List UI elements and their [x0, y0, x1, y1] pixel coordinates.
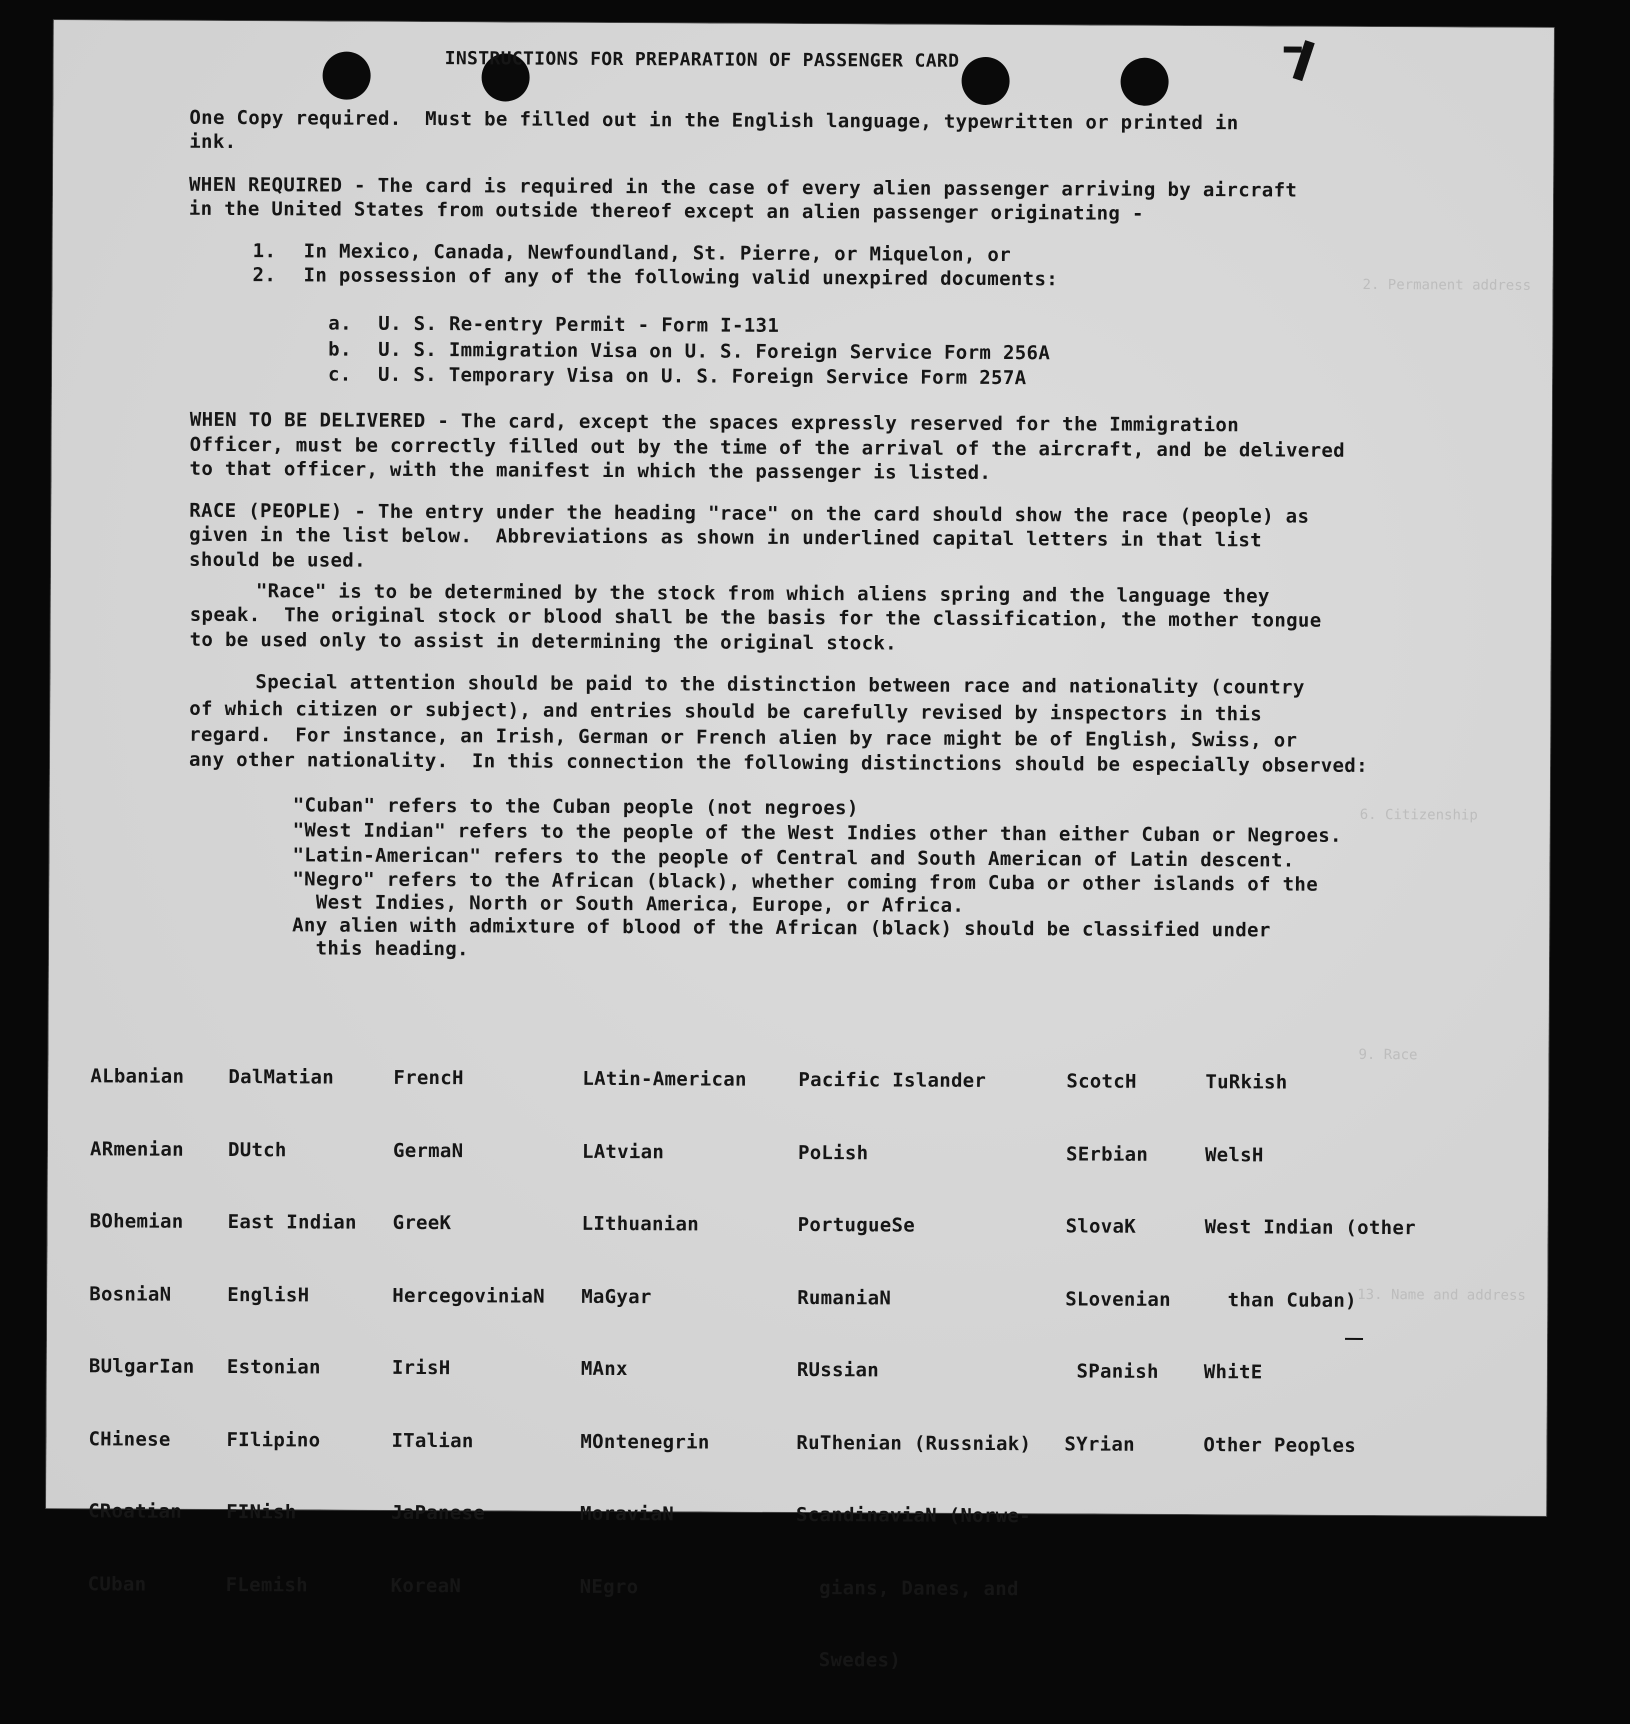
- bleed-through-text: 2. Permanent address: [1362, 276, 1532, 294]
- distinction-line: "Latin-American" refers to the people of Central and South American of Latin descent.: [292, 844, 1295, 872]
- dash-mark: [1345, 1338, 1363, 1340]
- race-item: FrencH: [393, 1066, 464, 1090]
- page-title: INSTRUCTIONS FOR PREPARATION OF PASSENGER CARD: [444, 48, 960, 72]
- race-determined-line: "Race" is to be determined by the stock from which aliens spring and the language they: [255, 580, 1270, 608]
- document-item-letter: a.: [328, 312, 352, 335]
- race-item: than Cuban): [1204, 1288, 1357, 1312]
- when-delivered-line: to that officer, with the manifest in which the passenger is listed.: [189, 457, 992, 484]
- race-item: SPanish: [1064, 1360, 1159, 1383]
- race-item: PortugueSe: [797, 1213, 916, 1237]
- race-item: GreeK: [392, 1211, 452, 1235]
- race-column: [795, 1020, 1033, 1722]
- race-item: MOntenegrin: [580, 1430, 710, 1454]
- document-item-letter: b.: [328, 338, 352, 361]
- distinction-line: "Cuban" refers to the Cuban people (not negroes): [292, 794, 859, 820]
- race-item: MoraviaN: [580, 1502, 675, 1526]
- race-item: RUssian: [796, 1358, 880, 1382]
- race-item: TuRkish: [1205, 1071, 1288, 1094]
- race-column: [225, 1017, 357, 1646]
- document-page: [46, 20, 1554, 1672]
- document-item-letter: c.: [327, 363, 352, 386]
- race-item: BosniaN: [89, 1282, 172, 1306]
- race-item: Other Peoples: [1203, 1433, 1357, 1457]
- punch-hole: [322, 51, 370, 99]
- punch-hole: [1120, 58, 1168, 106]
- race-item: WelsH: [1204, 1143, 1264, 1166]
- race-determined-line: to be used only to assist in determining the original stock.: [189, 628, 898, 655]
- race-column: [390, 1018, 546, 1647]
- numbered-item-text: In possession of any of the following valid unexpired documents:: [303, 264, 1059, 291]
- race-item: CRoatian: [88, 1500, 183, 1523]
- race-item: HercegoviniaN: [392, 1284, 545, 1308]
- race-people-line: given in the list below. Abbreviations as shown in underlined capital letters in that list: [189, 523, 1263, 552]
- distinction-line: West Indies, North or South America, Europe, or Africa.: [292, 891, 965, 917]
- special-attention-line: of which citizen or subject), and entries should be carefully revised by inspectors in this: [189, 697, 1263, 726]
- race-item: LAtin-American: [582, 1067, 747, 1091]
- document-item-text: U. S. Re-entry Permit - Form I-131: [378, 312, 780, 337]
- race-item: RumaniaN: [797, 1286, 892, 1309]
- race-item: MAnx: [580, 1357, 628, 1381]
- race-people-line: RACE (PEOPLE) - The entry under the heading "race" on the card should show the race (people) as: [189, 499, 1310, 528]
- race-item: SlovaK: [1065, 1215, 1137, 1238]
- numbered-item-number: 1.: [252, 240, 277, 263]
- race-item: FIlipino: [226, 1428, 321, 1451]
- race-item: ScotcH: [1066, 1070, 1137, 1093]
- race-item: ALbanian: [90, 1065, 185, 1088]
- when-delivered-line: Officer, must be correctly filled out by the time of the arrival of the aircraft, and be delivered: [189, 433, 1346, 462]
- race-item: Swedes): [795, 1648, 902, 1672]
- race-item: Estonian: [226, 1356, 321, 1379]
- numbered-item-text: In Mexico, Canada, Newfoundland, St. Pierre, or Miquelon, or: [303, 240, 1012, 267]
- document-item-text: U. S. Temporary Visa on U. S. Foreign Service Form 257A: [377, 363, 1027, 390]
- numbered-item-number: 2.: [252, 264, 277, 287]
- race-determined-line: speak. The original stock or blood shall be the basis for the classification, the mother tongue: [189, 603, 1322, 632]
- distinction-line: this heading.: [291, 937, 469, 961]
- bleed-through-text: 9. Race: [1358, 1046, 1418, 1064]
- special-attention-line: Special attention should be paid to the distinction between race and nationality (country: [255, 671, 1305, 699]
- distinction-line: "Negro" refers to the African (black), whether coming from Cuba or other islands of the: [292, 868, 1319, 896]
- ink-mark: [1284, 47, 1302, 53]
- race-item: ITalian: [391, 1429, 474, 1452]
- race-item: LAtvian: [581, 1140, 665, 1163]
- race-item: ARmenian: [89, 1137, 184, 1161]
- race-item: BOhemian: [89, 1210, 184, 1233]
- race-item: IrisH: [391, 1356, 451, 1380]
- race-item: MaGyar: [581, 1285, 652, 1308]
- race-item: gians, Danes, and: [795, 1576, 1019, 1600]
- race-item: DalMatian: [228, 1066, 335, 1089]
- when-required-line: WHEN REQUIRED - The card is required in the case of every alien passenger arriving by aircraft: [188, 173, 1298, 202]
- race-item: EnglisH: [227, 1283, 310, 1306]
- distinction-line: "West Indian" refers to the people of the West Indies other than either Cuban or Negroes.: [292, 819, 1342, 847]
- race-item: RuThenian (Russniak): [796, 1431, 1032, 1455]
- intro-line: ink.: [189, 130, 237, 154]
- when-required-line: in the United States from outside thereof except an alien passenger originating -: [188, 197, 1144, 225]
- race-item: JaPanese: [391, 1501, 486, 1525]
- race-column: [1064, 1021, 1172, 1505]
- race-item: LIthuanian: [581, 1212, 700, 1236]
- race-item: Pacific Islander: [798, 1068, 987, 1092]
- race-item: KoreaN: [390, 1574, 462, 1597]
- race-item: SErbian: [1065, 1142, 1149, 1166]
- race-item: SYrian: [1064, 1432, 1135, 1456]
- race-item: SLovenian: [1065, 1287, 1171, 1311]
- distinction-line: Any alien with admixture of blood of the African (black) should be classified under: [292, 914, 1271, 942]
- special-attention-line: regard. For instance, an Irish, German or French alien by race might be of English, Swiss, or: [189, 723, 1298, 752]
- race-people-line: should be used.: [189, 548, 366, 572]
- race-item: East Indian: [227, 1211, 357, 1234]
- bleed-through-text: 13. Name and address: [1357, 1286, 1526, 1304]
- race-item: PoLish: [797, 1141, 869, 1164]
- document-item-text: U. S. Immigration Visa on U. S. Foreign Service Form 256A: [378, 338, 1051, 365]
- when-delivered-line: WHEN TO BE DELIVERED - The card, except the spaces expressly reserved for the Immigration: [189, 408, 1240, 437]
- intro-line: One Copy required. Must be filled out in the English language, typewritten or printed in: [189, 106, 1239, 135]
- race-column: [579, 1019, 747, 1648]
- race-item: CUban: [87, 1572, 147, 1596]
- race-item: NEgro: [579, 1575, 639, 1598]
- race-item: FLemish: [225, 1573, 308, 1596]
- race-column: [87, 1016, 196, 1645]
- race-column: [1203, 1022, 1417, 1506]
- race-item: West Indian (other: [1204, 1216, 1416, 1240]
- race-item: GermaN: [392, 1139, 464, 1162]
- race-item: CHinese: [88, 1427, 171, 1451]
- race-item: ScandinaviaN (Norwe-: [796, 1503, 1031, 1528]
- punch-hole: [961, 57, 1009, 105]
- special-attention-line: any other nationality. In this connection the following distinctions should be especially observed:: [188, 748, 1368, 777]
- race-item: DUtch: [227, 1138, 287, 1161]
- race-item: WhitE: [1203, 1361, 1263, 1384]
- race-item: BUlgarIan: [88, 1355, 195, 1378]
- race-item: FINish: [226, 1501, 297, 1524]
- bleed-through-text: 6. Citizenship: [1359, 806, 1478, 824]
